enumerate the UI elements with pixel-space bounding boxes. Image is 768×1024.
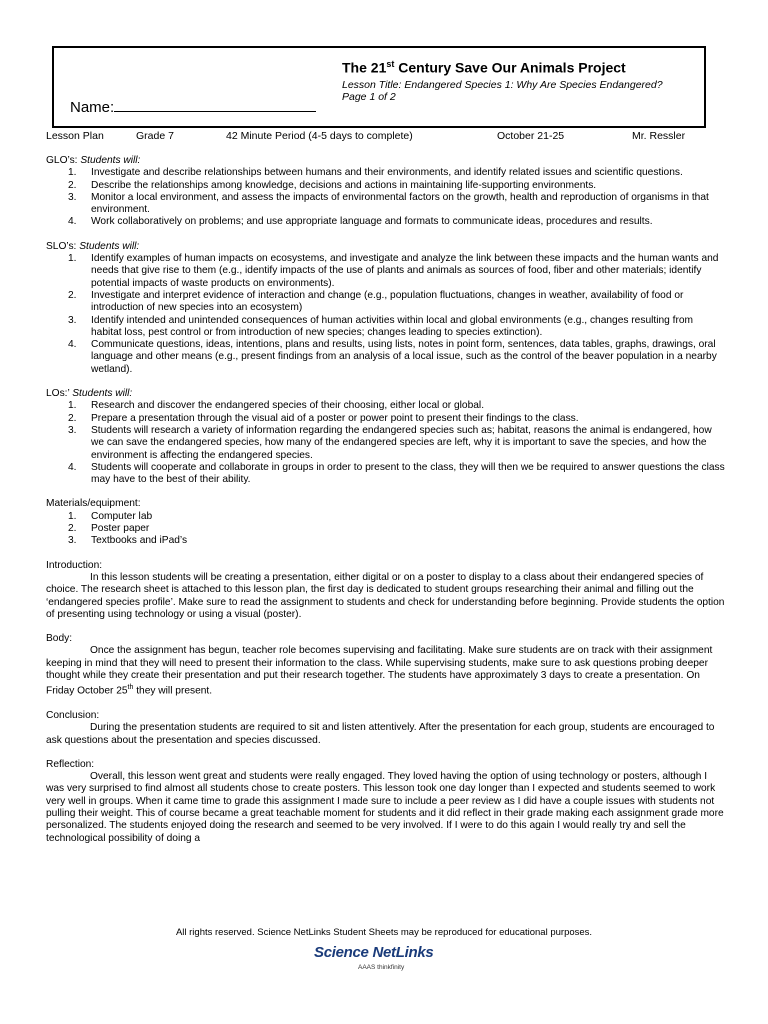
list-item: 3. Textbooks and iPad’s	[68, 535, 188, 547]
logo-text: Science NetLinks	[314, 944, 434, 961]
list-item: 1. Research and discover the endangered species of their choosing, either local or global.	[68, 400, 485, 412]
name-line	[114, 97, 316, 112]
list-item: 1. Investigate and describe relationships between humans and their environments, and identify related issues and scientific questions.	[68, 167, 683, 179]
page-number: Page 1 of 2	[342, 91, 396, 103]
materials-label: Materials/equipment:	[46, 498, 141, 510]
slo-section	[46, 241, 726, 376]
list-item: 4. Communicate questions, ideas, intentions, plans and results, using lists, notes in point form, sentences, data tables, graphs, drawings, oral language and other means (e.g., present findings from an analysis of a local issue, such as the control of the beaver population in a nearby wetland).	[68, 339, 717, 375]
list-item: 2. Prepare a presentation through the visual aid of a poster or power point to present their findings to the class.	[68, 412, 579, 424]
reflection-label: Reflection:	[46, 758, 95, 770]
science-netlinks-logo	[314, 944, 454, 980]
body-text: Once the assignment has begun, teacher role becomes supervising and facilitating. Make sure students are on track with their assignment keeping in mind that they will need to present their information to the class. While supervising students, make sure to ask questions probing deeper thought while they create their presentation and put their research together. The students have approximately 3 days to create a presentation. On Friday October 25th they will present.	[46, 645, 713, 697]
name-label: Name:	[70, 99, 115, 116]
introduction-section	[46, 560, 726, 621]
lesson-title: Lesson Title: Endangered Species 1: Why Are Species Endangered?	[342, 79, 663, 91]
list-item: 4. Students will cooperate and collaborate in groups in order to present to the class, they will then we be required to answer questions the class may have to the best of their ability.	[68, 461, 725, 486]
body-section	[46, 633, 726, 698]
meta-dates: October 21-25	[497, 130, 565, 142]
los-label: LOs:’	[46, 388, 73, 400]
conclusion-label: Conclusion:	[46, 709, 100, 721]
reflection-section	[46, 759, 726, 845]
name-field	[70, 97, 316, 116]
reflection-text: Overall, this lesson went great and students were really engaged. They loved having the option of using technology or posters, although I was very surprised to find almost all students chose to create posters. This lesson took one day longer than I expected and students seemed to work very well in groups. When it came time to grade this assignment I made sure to include a peer review as I did have a couple issues with students not pulling their weight. This of course became a great teachable moment for students and it did reflect in their grade making each assignment grade more personalized. The students enjoyed doing the research and seemed to be very involved. If I were to do this again I would really try and sell the technological possibility of doing a	[46, 771, 724, 844]
list-item: 1. Identify examples of human impacts on ecosystems, and investigate and analyze the link between these impacts and the human wants and needs that give rise to them (e.g., identify impacts of the use of plants and animals as sources of food, fiber and other materials; identify potential impacts of waste products on environments).	[68, 253, 719, 289]
glo-section	[46, 155, 726, 229]
list-item: 2. Poster paper	[68, 523, 150, 535]
introduction-text: In this lesson students will be creating a presentation, either digital or on a poster to display to a class about their endangered species of choice. The research sheet is attached to this lesson plan, the first day is dedicated to student groups researching their animal and filling out the ‘endangered species profile’. Make sure to read the assignment to students and check for understanding before beginning. Provide students the option of presenting using technology or using a visual (poster).	[46, 571, 725, 620]
conclusion-section	[46, 710, 726, 747]
body-label: Body:	[46, 633, 73, 645]
meta-teacher: Mr. Ressler	[632, 130, 686, 142]
glo-lead: Students will:	[80, 155, 141, 166]
document-body	[46, 155, 726, 845]
list-item: 4. Work collaboratively on problems; and use appropriate language and formats to communicate ideas, procedures and results.	[68, 216, 653, 228]
meta-grade: Grade 7	[136, 130, 174, 142]
glo-label: GLO’s:	[46, 155, 81, 166]
list-item: 2. Describe the relationships among knowledge, decisions and actions in maintaining life-supporting environments.	[68, 179, 597, 191]
meta-period: 42 Minute Period (4-5 days to complete)	[226, 130, 413, 142]
lesson-subtitle	[342, 79, 663, 103]
los-section	[46, 388, 726, 486]
slo-lead: Students will:	[79, 240, 140, 252]
conclusion-text: During the presentation students are required to sit and listen attentively. After the presentation for each group, students are encouraged to ask questions about the presentation and species discussed.	[46, 722, 715, 746]
list-item: 1. Computer lab	[68, 510, 153, 522]
list-item: 2. Investigate and interpret evidence of interaction and change (e.g., population fluctuations, changes in weather, availability of food or introduction of new species into an ecosystem)	[68, 289, 684, 314]
introduction-label: Introduction:	[46, 559, 103, 571]
footer-rights: All rights reserved. Science NetLinks Student Sheets may be reproduced for educational purposes.	[175, 927, 593, 938]
list-item: 3. Identify intended and unintended consequences of human activities within local and global environments (e.g., changes resulting from habitat loss, pest control or from introduction of new species; changes leading to species extinction).	[68, 314, 694, 338]
logo-sub: AAAS thinkfinity	[358, 964, 405, 971]
los-lead: Students will:	[72, 388, 133, 400]
materials-section	[46, 498, 726, 547]
list-item: 3. Students will research a variety of information regarding the endangered species such as; habitat, reasons the animal is endangered, how we can save the endangered species, how many of the endangered species are left, why it is important to save the species, and how the environment is affecting the endangered species.	[68, 424, 712, 461]
project-title: The 21st Century Save Our Animals Project	[342, 59, 626, 76]
list-item: 3. Monitor a local environment, and assess the impacts of environmental factors on the growth, health and reproduction of organisms in that environment.	[68, 191, 709, 216]
slo-label: SLO’s:	[46, 240, 80, 252]
meta-plan: Lesson Plan	[46, 130, 104, 142]
